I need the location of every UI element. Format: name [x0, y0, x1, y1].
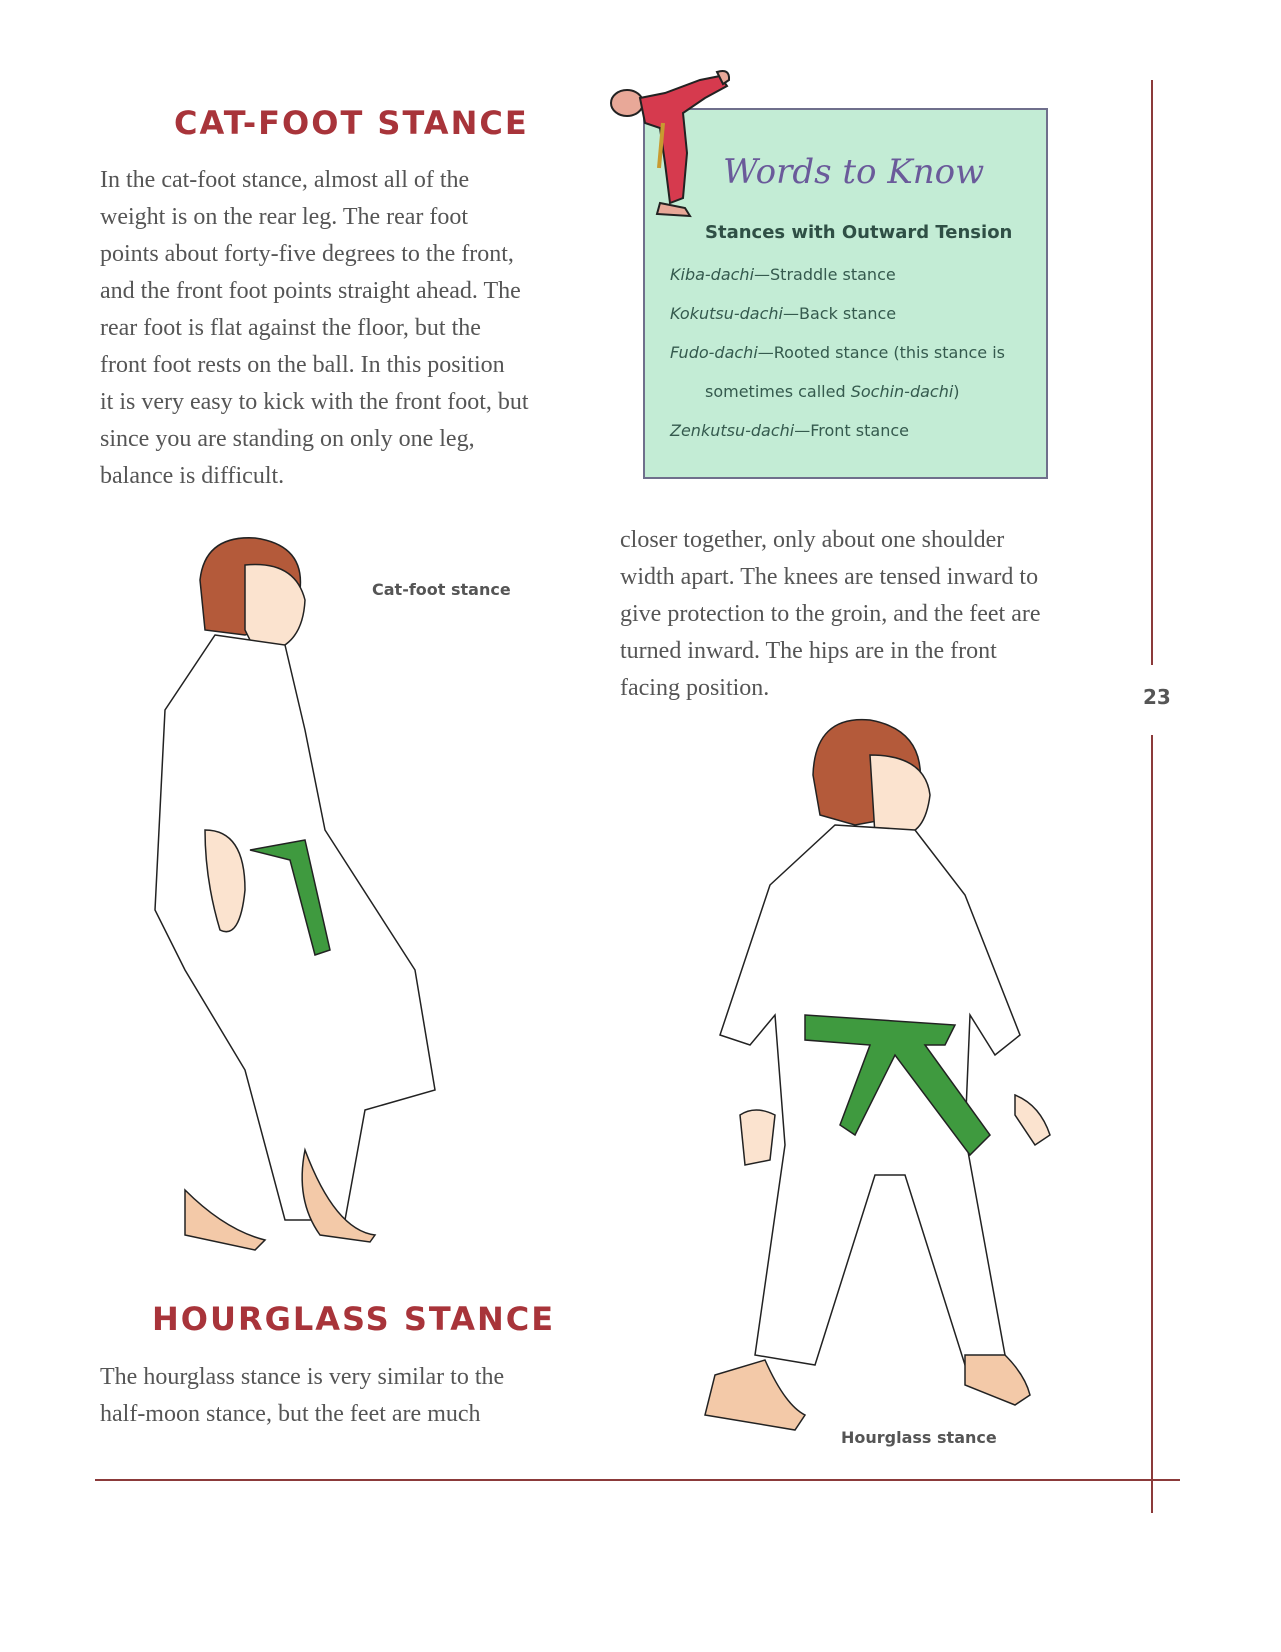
- text-line: points about forty-five degrees to the front,: [100, 241, 514, 267]
- text-line: it is very easy to kick with the front foot, but: [100, 389, 529, 415]
- term-item: Fudo-dachi—Rooted stance (this stance is: [670, 343, 1005, 362]
- term-item: Kiba-dachi—Straddle stance: [670, 265, 896, 284]
- hourglass-heading: HOURGLASS STANCE: [152, 1300, 556, 1338]
- margin-rule-top: [1151, 80, 1153, 665]
- kicking-figure-illustration: [605, 68, 735, 223]
- text-line: weight is on the rear leg. The rear foot: [100, 204, 469, 230]
- text-line: half-moon stance, but the feet are much: [100, 1401, 481, 1427]
- term-item: Kokutsu-dachi—Back stance: [670, 304, 897, 323]
- text-line: rear foot is flat against the floor, but the: [100, 315, 481, 341]
- text-line: The hourglass stance is very similar to the: [100, 1364, 505, 1390]
- text-line: balance is difficult.: [100, 463, 285, 489]
- text-line: and the front foot points straight ahead. The: [100, 278, 521, 304]
- cat-foot-body: [100, 162, 529, 495]
- text-line: width apart. The knees are tensed inward to: [620, 564, 1039, 590]
- words-to-know-subtitle: Stances with Outward Tension: [705, 222, 1013, 243]
- page-number: 23: [1143, 685, 1171, 709]
- text-line: closer together, only about one shoulder: [620, 527, 1005, 553]
- hourglass-caption: Hourglass stance: [841, 1428, 997, 1447]
- hourglass-body: [100, 1359, 504, 1433]
- term-item-continued: sometimes called Sochin-dachi): [705, 382, 960, 401]
- hourglass-body-continued: [620, 522, 1041, 707]
- cat-foot-caption: Cat-foot stance: [372, 580, 511, 599]
- footer-rule: [95, 1479, 1180, 1481]
- text-line: give protection to the groin, and the feet are: [620, 601, 1041, 627]
- hourglass-stance-illustration: [695, 715, 1060, 1445]
- text-line: since you are standing on only one leg,: [100, 426, 475, 452]
- text-line: facing position.: [620, 675, 770, 701]
- margin-rule-bottom: [1151, 735, 1153, 1513]
- text-line: turned inward. The hips are in the front: [620, 638, 997, 664]
- text-line: front foot rests on the ball. In this position: [100, 352, 505, 378]
- words-to-know-title: Words to Know: [723, 152, 985, 192]
- cat-foot-stance-illustration: [145, 530, 455, 1260]
- text-line: In the cat-foot stance, almost all of the: [100, 167, 470, 193]
- cat-foot-heading: CAT-FOOT STANCE: [174, 104, 529, 142]
- term-item: Zenkutsu-dachi—Front stance: [670, 421, 909, 440]
